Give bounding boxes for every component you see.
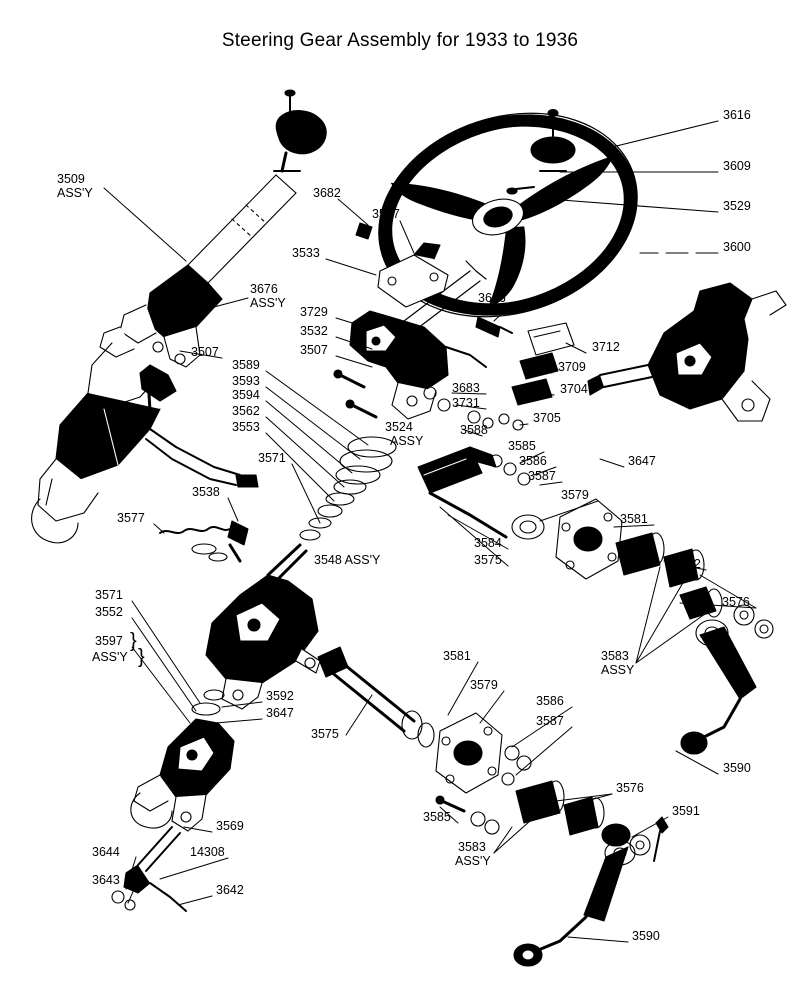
label-3609: 3609 [723,159,751,173]
label-3590-lower: 3590 [632,929,660,943]
label-3597-assy: ASS'Y [92,650,128,664]
label-3594: 3594 [232,388,260,402]
label-3581-lower: 3581 [443,649,471,663]
label-3581-upper: 3581 [620,512,648,526]
label-3589: 3589 [232,358,260,372]
label-3532: 3532 [300,324,328,338]
label-3582: 3582 [673,557,701,571]
label-3576-lower: 3576 [616,781,644,795]
label-3597: 3597 [95,634,123,648]
label-3552: 3552 [95,605,123,619]
label-3509: 3509 [57,172,85,186]
brace-3597: } [130,630,137,652]
label-3583-lower-assy: ASS'Y [455,854,491,868]
label-3682: 3682 [313,186,341,200]
label-3583-upper-assy: ASSY [601,663,635,677]
label-3600: 3600 [723,240,751,254]
label-3686: 3686 [478,291,506,305]
label-3712: 3712 [592,340,620,354]
label-3647-lower: 3647 [266,706,294,720]
brace-3597-assy: } [138,646,145,668]
diagram-artboard [0,75,800,1005]
label-3517: 3517 [372,207,400,221]
label-3643: 3643 [92,873,120,887]
label-3583-lower: 3583 [458,840,486,854]
label-3509-assy: ASS'Y [57,186,93,200]
label-3647-upper: 3647 [628,454,656,468]
label-3524-assy: ASSY [390,434,424,448]
label-3593: 3593 [232,374,260,388]
label-3709: 3709 [558,360,586,374]
label-3704: 3704 [560,382,588,396]
label-3579-upper: 3579 [561,488,589,502]
label-3533: 3533 [292,246,320,260]
label-3642: 3642 [216,883,244,897]
label-3553: 3553 [232,420,260,434]
label-3577: 3577 [117,511,145,525]
label-3569: 3569 [216,819,244,833]
label-3616: 3616 [723,108,751,122]
label-3585-lower: 3585 [423,810,451,824]
label-3583-upper: 3583 [601,649,629,663]
label-3592: 3592 [266,689,294,703]
label-3731: 3731 [452,396,480,410]
label-3586-upper: 3586 [519,454,547,468]
label-14308: 14308 [190,845,225,859]
label-3705: 3705 [533,411,561,425]
label-3729: 3729 [300,305,328,319]
label-3529: 3529 [723,199,751,213]
label-3575-upper: 3575 [474,553,502,567]
label-3548-assy: 3548 ASS'Y [314,553,381,567]
label-3586-lower: 3586 [536,694,564,708]
label-3579-lower: 3579 [470,678,498,692]
label-3588: 3588 [460,423,488,437]
label-3591: 3591 [672,804,700,818]
label-3575-lower: 3575 [311,727,339,741]
label-3507-center: 3507 [300,343,328,357]
label-3590-upper: 3590 [723,761,751,775]
label-3683: 3683 [452,381,480,395]
label-3587-upper: 3587 [528,469,556,483]
label-3587-lower: 3587 [536,714,564,728]
label-3676-assy: ASS'Y [250,296,286,310]
label-3584: 3584 [474,536,502,550]
label-3524: 3524 [385,420,413,434]
steering-gear-artwork [0,75,800,1005]
label-3507-left: 3507 [191,345,219,359]
label-3576-upper: 3576 [722,595,750,609]
label-3538: 3538 [192,485,220,499]
label-3571-lower: 3571 [95,588,123,602]
label-3644: 3644 [92,845,120,859]
label-3571-upper: 3571 [258,451,286,465]
page-title: Steering Gear Assembly for 1933 to 1936 [221,30,579,51]
label-3585-upper: 3585 [508,439,536,453]
label-3562: 3562 [232,404,260,418]
label-3676: 3676 [250,282,278,296]
